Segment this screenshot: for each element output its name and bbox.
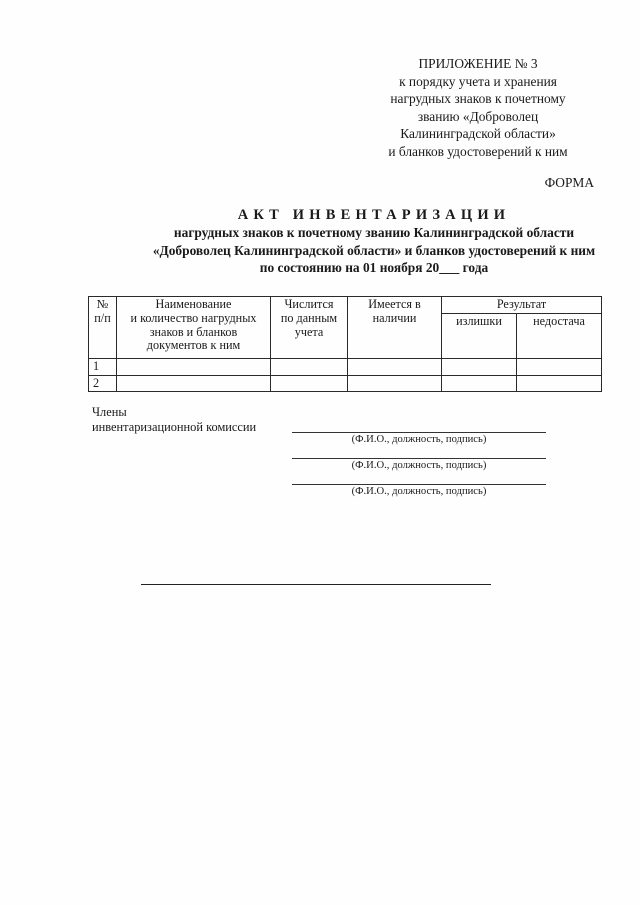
table-cell [117,375,271,392]
table-cell [442,358,517,375]
header-result: Результат [442,297,602,314]
header-text: документов к ним [146,338,241,353]
header-text: Имеется в [368,297,421,311]
header-text: Наименование [155,297,232,311]
appendix-block [350,55,606,160]
row-number: 2 [89,375,117,392]
header-shortage: недостача [517,313,602,358]
appendix-line: ПРИЛОЖЕНИЕ № 3 [418,56,538,71]
header-available [348,297,442,359]
bottom-divider [141,584,491,585]
table-cell [271,375,348,392]
appendix-line: званию «Доброволец [417,108,539,124]
inventory-table [88,296,602,392]
document-title: АКТ ИНВЕНТАРИЗАЦИИ [237,207,511,223]
appendix-line: Калининградской области» [400,126,556,141]
signature-line [292,458,546,459]
members-line: инвентаризационной комиссии [92,420,257,435]
header-text: наличии [372,310,417,325]
header-text: Числится [284,297,334,311]
table-header-row [89,297,602,314]
table-cell [348,358,442,375]
header-text: учета [294,324,324,339]
signature-line [292,432,546,433]
members-line: Члены [92,405,127,419]
table-cell [117,358,271,375]
signature-caption: (Ф.И.О., должность, подпись) [351,434,487,445]
header-name [117,297,271,359]
table-row [89,358,602,375]
title-line: нагрудных знаков к почетному званию Калининградской области [173,225,575,240]
title-block [60,206,640,277]
header-text: по данным [280,310,338,325]
title-line: по состоянию на 01 ноября 20___ года [259,260,489,275]
header-text: знаков и бланков [149,324,238,339]
table-cell [271,358,348,375]
appendix-line: нагрудных знаков к почетному [390,91,566,106]
header-num [89,297,117,359]
row-number: 1 [89,358,117,375]
form-label: ФОРМА [544,175,594,190]
appendix-line: и бланков удостоверений к ним [388,143,568,159]
commission-members-label [92,405,256,436]
signature-caption: (Ф.И.О., должность, подпись) [351,460,487,471]
header-text: п/п [94,310,111,325]
table-cell [442,375,517,392]
header-listed [271,297,348,359]
signature-line [292,484,546,485]
header-surplus: излишки [442,313,517,358]
table-row [89,375,602,392]
table-cell [517,375,602,392]
header-text: № [96,297,109,311]
table-cell [517,358,602,375]
header-text: и количество нагрудных [130,310,257,325]
signature-caption: (Ф.И.О., должность, подпись) [351,486,487,497]
title-line: «Доброволец Калининградской области» и бланков удостоверений к ним [152,242,596,258]
appendix-line: к порядку учета и хранения [399,73,557,89]
table-cell [348,375,442,392]
